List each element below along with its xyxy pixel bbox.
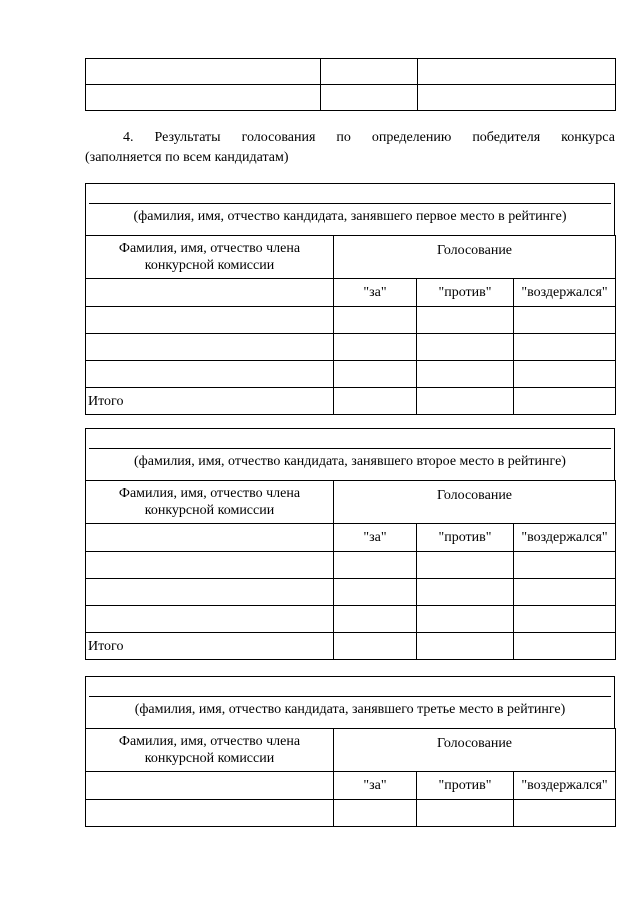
candidate-name-row: [85, 428, 615, 480]
member-name-header: Фамилия, имя, отчество члена конкурсной комиссии: [86, 236, 334, 279]
section-heading: [85, 128, 615, 168]
table-cell[interactable]: [86, 334, 334, 361]
heading-word: Результаты: [154, 130, 221, 145]
voting-header: Голосование: [334, 481, 616, 524]
table-cell[interactable]: [86, 279, 334, 307]
candidate-block-second: [85, 428, 615, 660]
voting-table: [85, 480, 616, 660]
candidate-name-row: [85, 676, 615, 728]
table-cell[interactable]: [86, 579, 334, 606]
heading-word: голосования: [241, 130, 316, 145]
table-cell[interactable]: [334, 388, 417, 415]
table-cell[interactable]: [321, 59, 418, 85]
candidate-block-first: [85, 183, 615, 415]
total-row: [86, 388, 616, 415]
table-cell[interactable]: [514, 633, 616, 660]
table-cell[interactable]: [417, 307, 514, 334]
table-row: [86, 606, 616, 633]
candidate-name-line[interactable]: [89, 448, 611, 449]
table-cell[interactable]: [86, 552, 334, 579]
table-cell[interactable]: [321, 85, 418, 111]
table-cell[interactable]: [334, 579, 417, 606]
total-row: [86, 633, 616, 660]
table-cell[interactable]: [417, 361, 514, 388]
table-row: [86, 334, 616, 361]
table-cell[interactable]: [86, 524, 334, 552]
section-number: 4.: [123, 130, 134, 145]
table-row: [86, 579, 616, 606]
section-heading-line-1: [85, 128, 615, 148]
vote-for-header: "за": [334, 279, 417, 307]
table-cell[interactable]: [417, 606, 514, 633]
table-cell[interactable]: [86, 59, 321, 85]
table-cell[interactable]: [86, 85, 321, 111]
table-subheader-row: [86, 524, 616, 552]
table-cell[interactable]: [418, 85, 616, 111]
table-cell[interactable]: [334, 334, 417, 361]
table-cell[interactable]: [514, 606, 616, 633]
vote-abstained-header: "воздержался": [514, 524, 616, 552]
heading-word: определению: [371, 130, 452, 145]
table-cell[interactable]: [418, 59, 616, 85]
table-cell[interactable]: [417, 633, 514, 660]
table-row: [86, 85, 616, 111]
table-cell[interactable]: [514, 552, 616, 579]
voting-header: Голосование: [334, 729, 616, 772]
voting-table: [85, 235, 616, 415]
vote-abstained-header: "воздержался": [514, 772, 616, 800]
table-cell[interactable]: [514, 579, 616, 606]
table-row: [86, 361, 616, 388]
table-cell[interactable]: [86, 800, 334, 827]
vote-against-header: "против": [417, 279, 514, 307]
candidate-caption: (фамилия, имя, отчество кандидата, занявшего третье место в рейтинге): [134, 702, 566, 717]
table-cell[interactable]: [514, 388, 616, 415]
table-cell[interactable]: [334, 800, 417, 827]
table-cell[interactable]: [417, 579, 514, 606]
table-cell[interactable]: [514, 307, 616, 334]
total-label: Итого: [86, 388, 334, 415]
vote-for-header: "за": [334, 772, 417, 800]
candidate-name-row: [85, 183, 615, 235]
table-cell[interactable]: [334, 361, 417, 388]
heading-word: победителя: [472, 130, 541, 145]
table-header-row: [86, 729, 616, 772]
section-heading-line-2: (заполняется по всем кандидатам): [85, 150, 289, 165]
total-label: Итого: [86, 633, 334, 660]
table-row: [86, 552, 616, 579]
table-header-row: [86, 236, 616, 279]
table-cell[interactable]: [417, 800, 514, 827]
member-name-header: Фамилия, имя, отчество члена конкурсной комиссии: [86, 729, 334, 772]
table-subheader-row: [86, 279, 616, 307]
table-cell[interactable]: [417, 388, 514, 415]
table-row: [86, 307, 616, 334]
table-cell[interactable]: [514, 800, 616, 827]
candidate-name-line[interactable]: [89, 203, 611, 204]
table-cell[interactable]: [86, 606, 334, 633]
table-cell[interactable]: [334, 633, 417, 660]
vote-against-header: "против": [417, 524, 514, 552]
candidate-name-line[interactable]: [89, 696, 611, 697]
voting-table: [85, 728, 616, 827]
candidate-caption: (фамилия, имя, отчество кандидата, занявшего второе место в рейтинге): [134, 454, 566, 469]
table-cell[interactable]: [334, 307, 417, 334]
table-cell[interactable]: [514, 361, 616, 388]
table-row: [86, 800, 616, 827]
table-cell[interactable]: [334, 552, 417, 579]
heading-word: по: [336, 130, 351, 145]
table-cell[interactable]: [86, 772, 334, 800]
voting-header: Голосование: [334, 236, 616, 279]
previous-table-fragment: [85, 58, 616, 111]
vote-abstained-header: "воздержался": [514, 279, 616, 307]
table-cell[interactable]: [334, 606, 417, 633]
table-subheader-row: [86, 772, 616, 800]
table-cell[interactable]: [86, 361, 334, 388]
table-cell[interactable]: [417, 334, 514, 361]
vote-for-header: "за": [334, 524, 417, 552]
table-cell[interactable]: [417, 552, 514, 579]
table-cell[interactable]: [86, 307, 334, 334]
vote-against-header: "против": [417, 772, 514, 800]
table-row: [86, 59, 616, 85]
candidate-caption: (фамилия, имя, отчество кандидата, занявшего первое место в рейтинге): [133, 209, 567, 224]
table-cell[interactable]: [514, 334, 616, 361]
heading-word: конкурса: [561, 130, 615, 145]
candidate-block-third: [85, 676, 615, 827]
table-header-row: [86, 481, 616, 524]
member-name-header: Фамилия, имя, отчество члена конкурсной комиссии: [86, 481, 334, 524]
